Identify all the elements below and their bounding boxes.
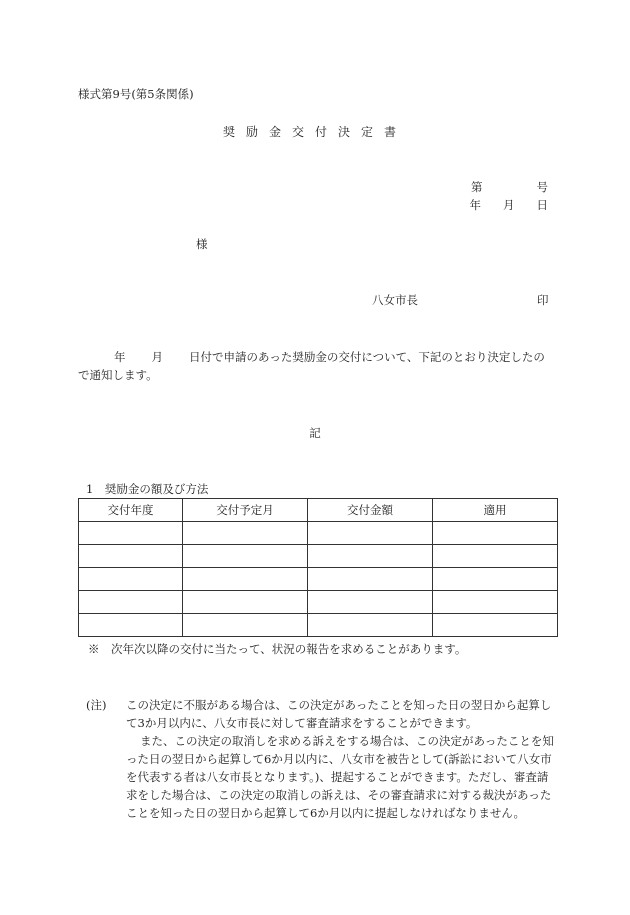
table-row <box>79 591 558 614</box>
form-number: 様式第9号(第5条関係) <box>78 87 194 101</box>
date-year: 年 <box>469 198 481 212</box>
body-text: 日付で申請のあった奨励金の交付について、下記のとおり決定したので通知します。 <box>78 350 545 382</box>
document-number-suffix: 号 <box>536 180 548 194</box>
appeal-notes <box>86 696 554 822</box>
notes-label: (注) <box>86 698 107 712</box>
table-row <box>79 568 558 591</box>
column-header: 交付年度 <box>79 499 183 522</box>
table-header-row <box>79 499 558 522</box>
table-cell <box>79 568 183 591</box>
report-note: ※ 次年次以降の交付に当たって、状況の報告を求めることがあります。 <box>88 642 467 656</box>
table-cell <box>79 522 183 545</box>
table-cell <box>433 545 558 568</box>
recipient-suffix: 様 <box>196 237 208 251</box>
table-cell <box>79 614 183 637</box>
ki-heading: 記 <box>309 426 321 440</box>
table-cell <box>183 568 308 591</box>
date-day: 日 <box>536 198 548 212</box>
table-cell <box>308 591 433 614</box>
table-cell <box>79 545 183 568</box>
table-cell <box>308 568 433 591</box>
notification-body <box>78 348 550 384</box>
seal-mark: 印 <box>537 293 549 307</box>
notes-paragraph-2: また、この決定の取消しを求める訴えをする場合は、この決定があったことを知った日の翌日から起算して6か月以内に、八女市を被告として(訴訟において八女市を代表する者は八女市長となります。)、提起することができます。ただし、審査請求をした場合は、この決定の取消しの訴えは、その審査請求に対する裁決があったことを知った日の翌日から起算して6か月以内に提起しなければなりません。 <box>126 734 554 820</box>
table-row <box>79 545 558 568</box>
table-cell <box>183 614 308 637</box>
table-cell <box>433 591 558 614</box>
issuer-name: 八女市長 <box>372 293 418 307</box>
table-cell <box>433 522 558 545</box>
table-cell <box>183 522 308 545</box>
table-cell <box>433 568 558 591</box>
table-cell <box>183 545 308 568</box>
date-line <box>470 197 549 213</box>
table-row <box>79 522 558 545</box>
document-number-prefix: 第 <box>471 180 483 194</box>
document-title: 奨励金交付決定書 <box>222 125 407 139</box>
column-header: 交付予定月 <box>183 499 308 522</box>
table-cell <box>433 614 558 637</box>
column-header: 適用 <box>433 499 558 522</box>
table-cell <box>79 591 183 614</box>
table-cell <box>308 545 433 568</box>
date-month: 月 <box>503 198 515 212</box>
body-month: 月 <box>151 350 163 364</box>
table-cell <box>308 522 433 545</box>
body-year: 年 <box>114 350 126 364</box>
table-cell <box>308 614 433 637</box>
table-row <box>79 614 558 637</box>
section-title: 1 奨励金の額及び方法 <box>86 482 209 496</box>
table-cell <box>183 591 308 614</box>
document-number <box>471 179 548 195</box>
column-header: 交付金額 <box>308 499 433 522</box>
payment-table <box>78 498 558 637</box>
notes-paragraph-1: この決定に不服がある場合は、この決定があったことを知った日の翌日から起算して3か月以内に、八女市長に対して審査請求をすることができます。 <box>126 698 552 730</box>
